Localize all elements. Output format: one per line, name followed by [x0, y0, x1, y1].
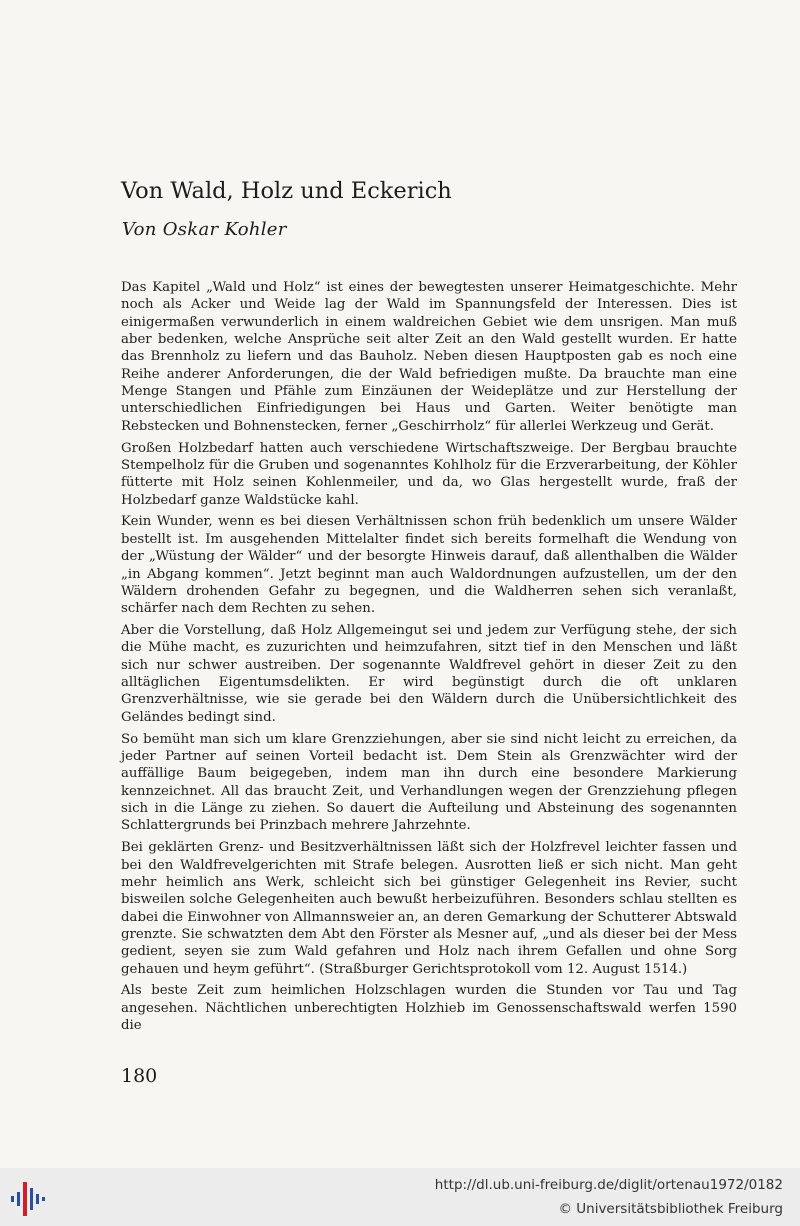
- logo-bar: [17, 1192, 20, 1206]
- library-footer: [0, 1168, 800, 1226]
- paragraph: Das Kapitel „Wald und Holz“ ist eines der bewegtesten unserer Heimatgeschichte. Mehr noch als Acker und Weide lag der Wald im Spannungsfeld der Interessen. Dies ist einigermaßen verwunderlich in einem waldreichen Gebiet wie dem unsrigen. Man muß aber bedenken, welche Ansprüche seit alter Zeit an den Wald gestellt wurden. Er hatte das Brennholz zu liefern und das Bauholz. Neben diesen Hauptposten gab es noch eine Reihe anderer Anforderungen, die der Wald befriedigen mußte. Da brauchte man eine Menge Stangen und Pfähle zum Einzäunen der Weideplätze und zur Herstellung der unterschiedlichen Einfriedigungen bei Haus und Garten. Weiter benötigte man Rebstecken und Bohnenstecken, ferner „Geschirrholz“ für allerlei Werkzeug und Gerät.: [121, 280, 737, 434]
- logo-bar: [36, 1194, 39, 1204]
- paragraph: So bemüht man sich um klare Grenzziehungen, aber sie sind nicht leicht zu erreichen, da jeder Partner auf seinen Vorteil bedacht ist. Dem Stein als Grenzwächter wird der auffällige Baum beigegeben, indem man ihn durch eine besondere Markierung kennzeichnet. All das braucht Zeit, und Verhandlungen wegen der Grenzziehung pflegen sich in die Länge zu ziehen. So dauert die Aufteilung und Absteinung des sogenannten Schlattergrunds bei Prinzbach mehrere Jahrzehnte.: [121, 731, 737, 834]
- paragraph: Kein Wunder, wenn es bei diesen Verhältnissen schon früh bedenklich um unsere Wälder bestellt ist. Im ausgehenden Mittelalter findet sich bereits formelhaft die Wendung von der „Wüstung der Wälder“ und der besorgte Hinweis darauf, daß allenthalben die Wälder „in Abgang kommen“. Jetzt beginnt man auch Waldordnungen aufzustellen, um der den Wäldern drohenden Gefahr zu begegnen, und die Waldherren sehen sich veranlaßt, schärfer nach dem Rechten zu sehen.: [121, 514, 737, 617]
- paragraph: Aber die Vorstellung, daß Holz Allgemeingut sei und jedem zur Verfügung stehe, der sich die Mühe macht, es zuzurichten und heimzufahren, sitzt tief in den Menschen und läßt sich nur schwer austreiben. Der sogenannte Waldfrevel gehört in dieser Zeit zu den alltäglichen Eigentumsdelikten. Er wird begünstigt durch die oft unklaren Grenzverhältnisse, wie sie gerade bei den Wäldern durch die Unübersichtlichkeit des Geländes bedingt sind.: [121, 623, 737, 725]
- logo-bar: [30, 1188, 33, 1210]
- paragraph: Großen Holzbedarf hatten auch verschiedene Wirtschaftszweige. Der Bergbau brauchte Stempelholz für die Gruben und sogenanntes Kohlholz für die Erzverarbeitung, der Köhler fütterte mit Holz seinen Kohlenmeiler, und da, wo Glas hergestellt wurde, fraß der Holzbedarf ganze Waldstücke kahl.: [121, 440, 737, 508]
- copyright-notice: © Universitätsbibliothek Freiburg: [558, 1201, 783, 1217]
- library-logo-icon: [9, 1178, 49, 1218]
- article-author: Von Oskar Kohler: [122, 219, 287, 240]
- article-body: [121, 279, 737, 1039]
- page-number: 180: [121, 1065, 158, 1087]
- paragraph: Bei geklärten Grenz- und Besitzverhältnissen läßt sich der Holzfrevel leichter fassen und bei den Waldfrevelgerichten mit Strafe belegen. Ausrotten ließ er sich nicht. Man geht mehr heimlich ans Werk, schleicht sich bei günstiger Gelegenheit ins Revier, sucht bisweilen solche Gelegenheiten auch bewußt herbeizuführen. Besonders schlau stellten es dabei die Einwohner von Allmannsweier an, an deren Gemarkung der Schutterer Abtswald grenzte. Sie schwatzten dem Abt den Förster als Mesner auf, „und als dieser bei der Mess gedient, seyen sie zum Wald gefahren und Holz nach ihrem Gefallen und ohne Sorg gehauen und heym geführt“. (Straßburger Gerichtsprotokoll vom 12. August 1514.): [121, 840, 737, 977]
- article-title: Von Wald, Holz und Eckerich: [121, 178, 452, 204]
- logo-bar: [11, 1196, 14, 1202]
- source-link[interactable]: http://dl.ub.uni-freiburg.de/diglit/ortenau1972/0182: [434, 1177, 783, 1193]
- logo-bar: [42, 1197, 45, 1201]
- logo-bar: [23, 1182, 27, 1216]
- paragraph: Als beste Zeit zum heimlichen Holzschlagen wurden die Stunden vor Tau und Tag angesehen. Nächtlichen unberechtigten Holzhieb im Genossenschaftswald werfen 1590 die: [121, 983, 737, 1034]
